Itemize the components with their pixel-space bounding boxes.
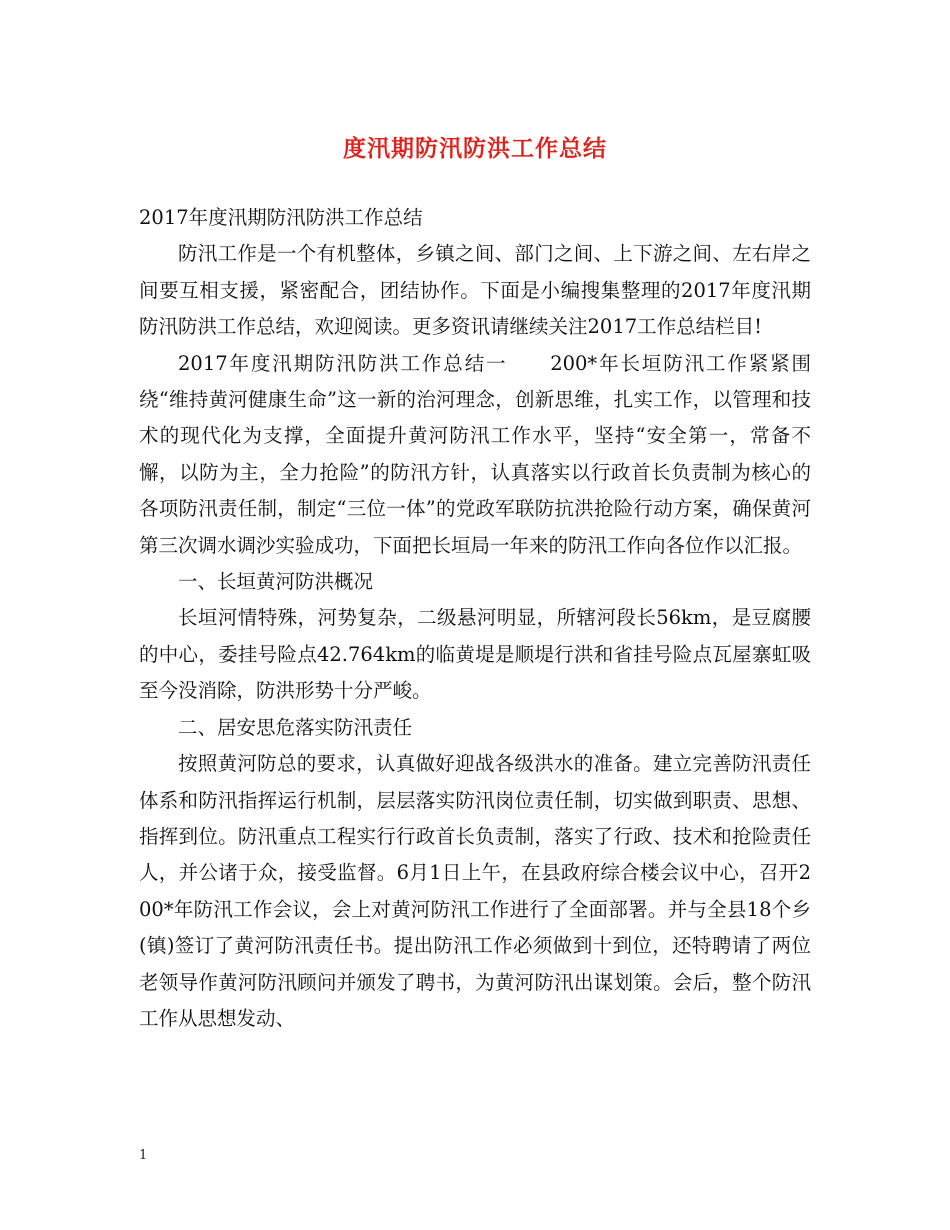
paragraph-overview: 长垣河情特殊，河势复杂，二级悬河明显，所辖河段长56km，是豆腐腰的中心，委挂号险点42.764km的临黄堤是顺堤行洪和省挂号险点瓦屋寨虹吸至今没消除，防洪形势十分严峻。 [139, 606, 811, 703]
document-body [139, 200, 811, 1037]
paragraph-heading: 2017年度汛期防汛防洪工作总结 [139, 206, 423, 229]
paragraph-summary-one: 2017年度汛期防汛防洪工作总结一 200*年长垣防汛工作紧紧围绕“维持黄河健康生命”这一新的治河理念，创新思维，扎实工作，以管理和技术的现代化为支撑，全面提升黄河防汛工作水平，坚持“安全第一，常备不懈，以防为主，全力抢险”的防汛方针，认真落实以行政首长负责制为核心的各项防汛责任制，制定“三位一体”的党政军联防抗洪抢险行动方案，确保黄河第三次调水调沙实验成功，下面把长垣局一年来的防汛工作向各位作以汇报。 [139, 351, 811, 557]
paragraph-responsibility: 按照黄河防总的要求，认真做好迎战各级洪水的准备。建立完善防汛责任体系和防汛指挥运行机制，层层落实防汛岗位责任制，切实做到职责、思想、指挥到位。防汛重点工程实行行政首长负责制，落实了行政、技术和抢险责任人，并公诸于众，接受监督。6月1日上午，在县政府综合楼会议中心，召开200*年防汛工作会议，会上对黄河防汛工作进行了全面部署。并与全县18个乡(镇)签订了黄河防汛责任书。提出防汛工作必须做到十到位，还特聘请了两位老领导作黄河防汛顾问并颁发了聘书，为黄河防汛出谋划策。会后，整个防汛工作从思想发动、 [139, 752, 811, 1030]
page-number: 1 [139, 1148, 148, 1163]
section-heading-responsibility: 二、居安思危落实防汛责任 [178, 715, 413, 739]
paragraph-intro: 防汛工作是一个有机整体，乡镇之间、部门之间、上下游之间、左右岸之间要互相支援，紧密配合，团结协作。下面是小编搜集整理的2017年度汛期防汛防洪工作总结，欢迎阅读。更多资讯请继续关注2017工作总结栏目! [139, 242, 811, 339]
section-heading-overview: 一、长垣黄河防洪概况 [178, 570, 374, 594]
document-title: 度汛期防汛防洪工作总结 [343, 135, 607, 162]
